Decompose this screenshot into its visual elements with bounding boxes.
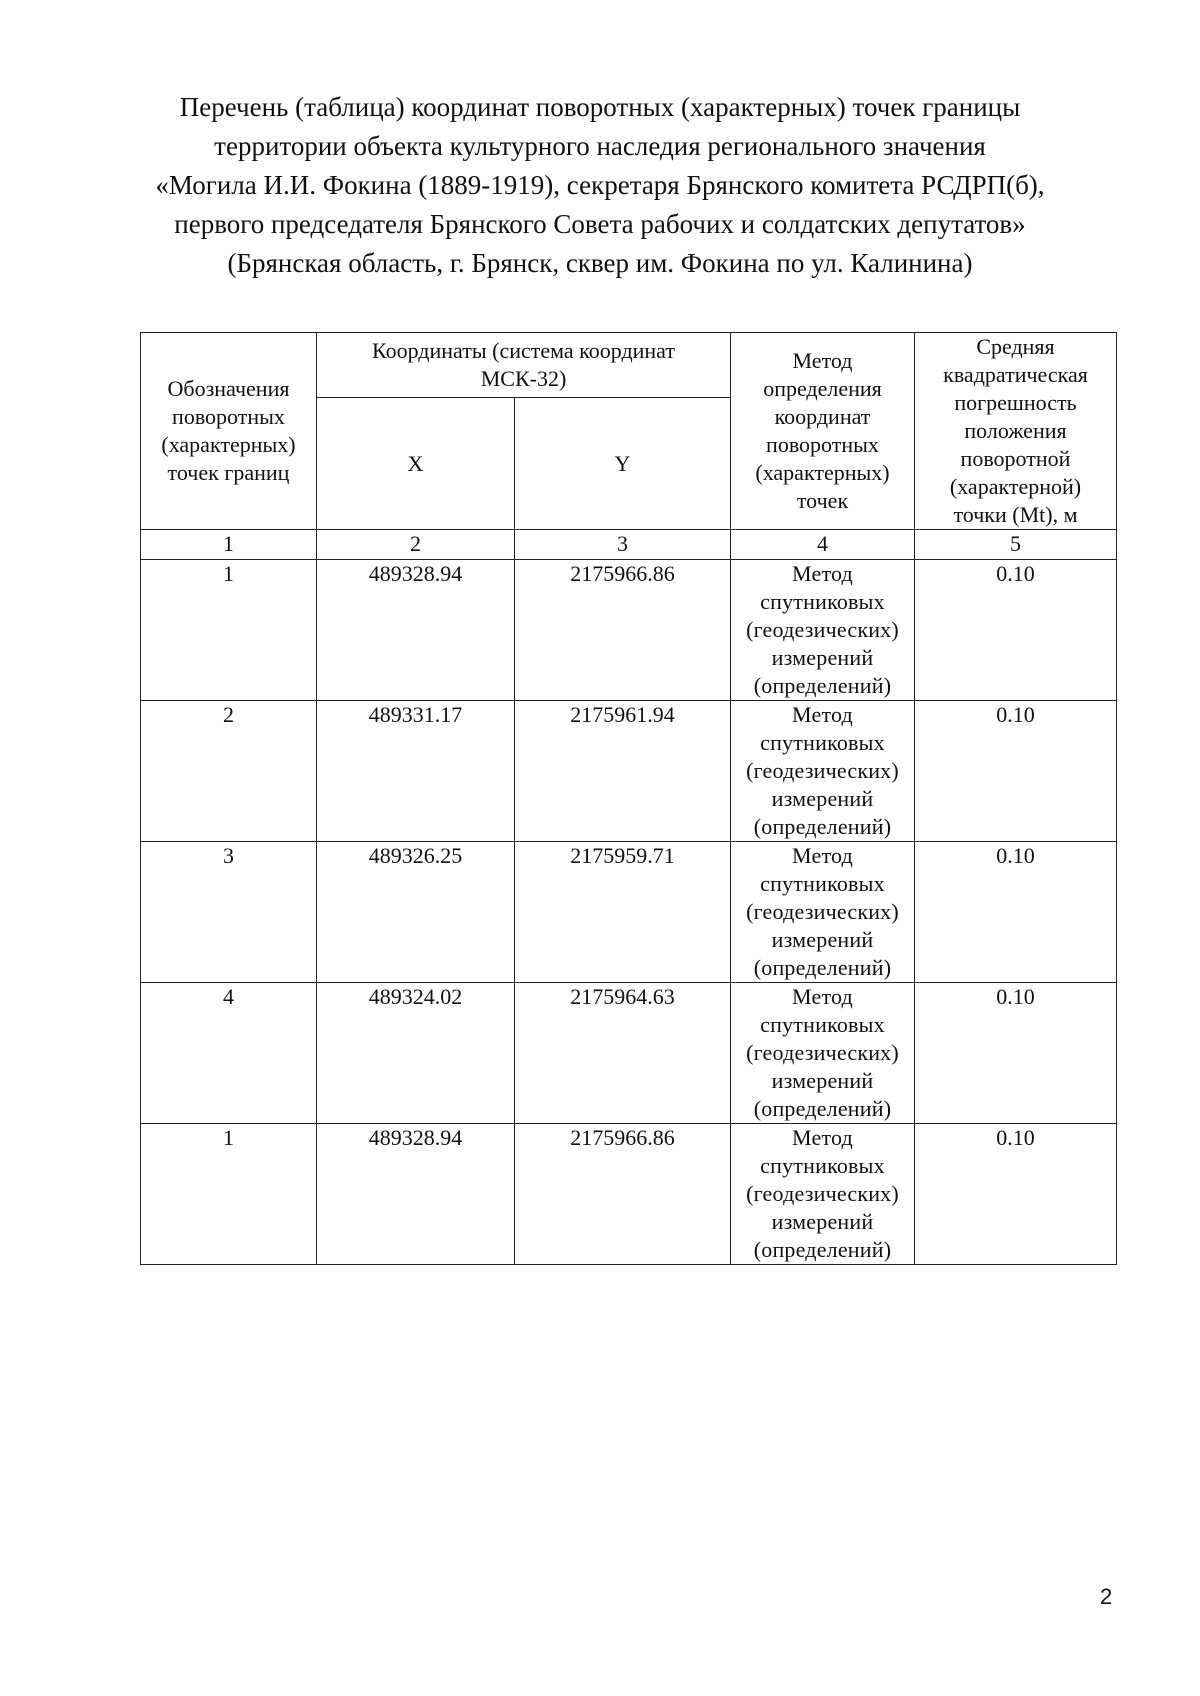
title-line: «Могила И.И. Фокина (1889-1919), секретаря Брянского комитета РСДРП(б), xyxy=(155,170,1045,200)
point-cell: 3 xyxy=(141,842,317,983)
header-x: X xyxy=(317,398,515,530)
error-cell: 0.10 xyxy=(915,560,1117,701)
x-cell: 489331.17 xyxy=(317,701,515,842)
header-method-text: Метод определения координат поворотных (характерных) точек xyxy=(755,348,890,513)
method-cell: Метод спутниковых (геодезических) измерений (определений) xyxy=(731,842,915,983)
point-cell: 2 xyxy=(141,701,317,842)
error-cell: 0.10 xyxy=(915,983,1117,1124)
header-designation-text: Обозначения поворотных (характерных) точек границ xyxy=(161,376,296,485)
header-coordinates xyxy=(317,333,731,398)
page-number: 2 xyxy=(1100,1584,1113,1609)
x-cell: 489324.02 xyxy=(317,983,515,1124)
y-cell: 2175959.71 xyxy=(515,842,731,983)
header-row xyxy=(141,333,1117,398)
method-cell: Метод спутниковых (геодезических) измерений (определений) xyxy=(731,560,915,701)
header-error-text: Средняя квадратическая погрешность положения поворотной (характерной) точки (Mt), м xyxy=(943,334,1088,527)
column-number: 4 xyxy=(731,530,915,560)
x-cell: 489326.25 xyxy=(317,842,515,983)
column-number: 3 xyxy=(515,530,731,560)
title-line: (Брянская область, г. Брянск, сквер им. Фокина по ул. Калинина) xyxy=(227,248,973,278)
method-cell: Метод спутниковых (геодезических) измерений (определений) xyxy=(731,983,915,1124)
title-line: первого председателя Брянского Совета рабочих и солдатских депутатов» xyxy=(174,209,1026,239)
header-y: Y xyxy=(515,398,731,530)
table-row xyxy=(141,1124,1117,1265)
column-number: 2 xyxy=(317,530,515,560)
error-cell: 0.10 xyxy=(915,842,1117,983)
method-cell: Метод спутниковых (геодезических) измерений (определений) xyxy=(731,701,915,842)
title-line: Перечень (таблица) координат поворотных (характерных) точек границы xyxy=(179,92,1021,122)
y-cell: 2175964.63 xyxy=(515,983,731,1124)
point-cell: 4 xyxy=(141,983,317,1124)
x-cell: 489328.94 xyxy=(317,560,515,701)
title-line: территории объекта культурного наследия регионального значения xyxy=(214,131,986,161)
y-cell: 2175961.94 xyxy=(515,701,731,842)
method-cell: Метод спутниковых (геодезических) измерений (определений) xyxy=(731,1124,915,1265)
column-number: 1 xyxy=(141,530,317,560)
error-cell: 0.10 xyxy=(915,1124,1117,1265)
error-cell: 0.10 xyxy=(915,701,1117,842)
coordinates-table xyxy=(140,332,1117,1265)
table-row xyxy=(141,842,1117,983)
y-cell: 2175966.86 xyxy=(515,1124,731,1265)
x-cell: 489328.94 xyxy=(317,1124,515,1265)
column-number-row xyxy=(141,530,1117,560)
y-cell: 2175966.86 xyxy=(515,560,731,701)
point-cell: 1 xyxy=(141,560,317,701)
header-method xyxy=(731,333,915,530)
header-coordinates-text: Координаты (система координат МСК-32) xyxy=(372,338,675,391)
table-row xyxy=(141,983,1117,1124)
table-row xyxy=(141,701,1117,842)
document-title xyxy=(100,88,1100,283)
table-row xyxy=(141,560,1117,701)
header-error xyxy=(915,333,1117,530)
point-cell: 1 xyxy=(141,1124,317,1265)
column-number: 5 xyxy=(915,530,1117,560)
header-designation xyxy=(141,333,317,530)
